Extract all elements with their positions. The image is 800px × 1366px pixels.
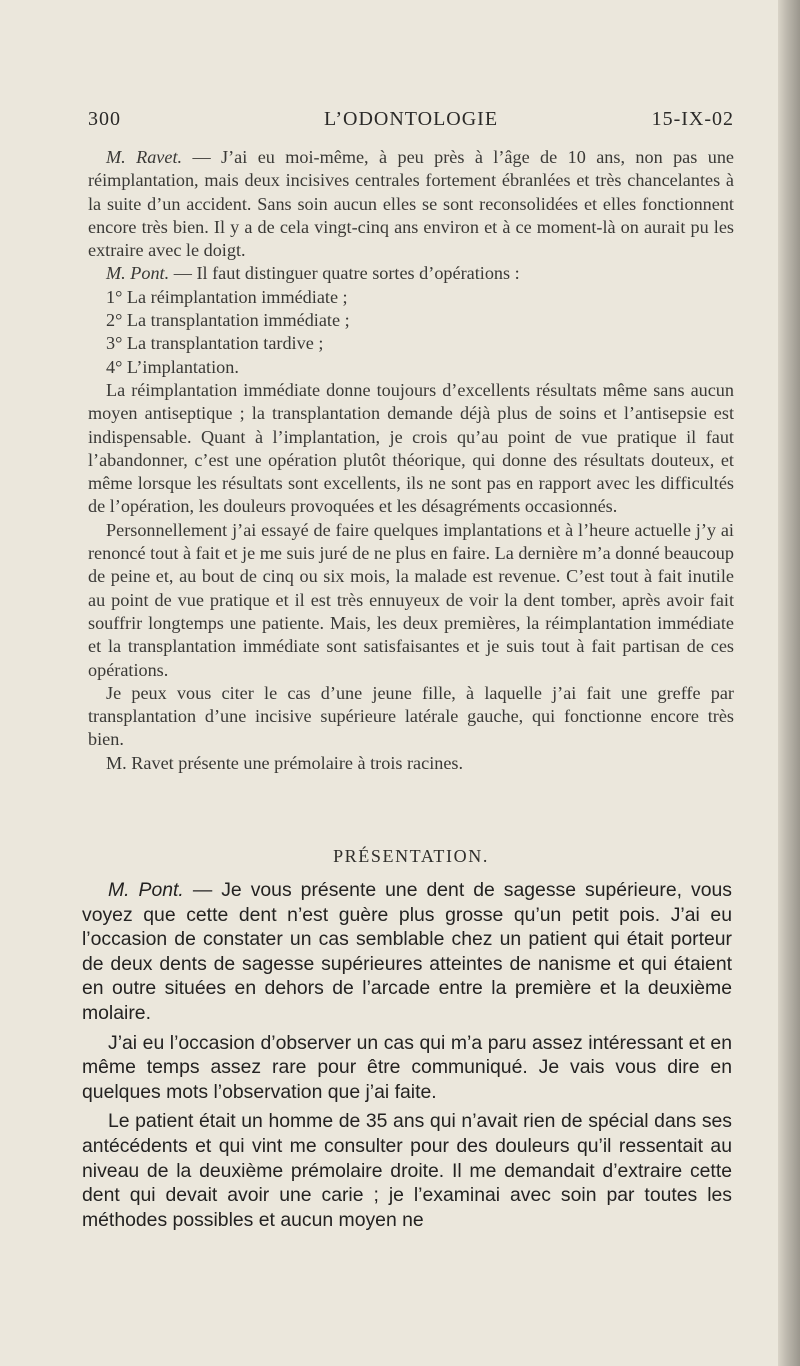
paragraph-text: La réimplantation immédiate donne toujours d’excellents résultats même sans aucun moyen antiseptique ; la transplantation demande déjà plus de soins et l’antisepsie est indispensable. Quant à l’implantation, je crois qu’au point de vue pratique il faut l’abandonner, c’est une opération plutôt théorique, qui donne des résultats douteux, et même lorsque les résultats sont excellents, ils ne sont pas en rapport avec les difficultés de l’opération, les douleurs provoquées et les désagréments occasionnés. [88, 379, 734, 517]
speaker-name: M. Pont. [108, 879, 184, 901]
paragraph [88, 379, 734, 519]
journal-title: L’ODONTOLOGIE [323, 108, 499, 130]
paragraph [82, 878, 732, 1026]
paragraph-text: — J’ai eu moi-même, à peu près à l’âge de 10 ans, non pas une réimplantation, mais deux incisives centrales fortement ébranlées et très chancelantes à la suite d’un accident. Sans soin aucun elles se sont reconsolidées et elles fonctionnent encore très bien. Il y a de cela vingt-cinq ans environ et à ce moment-là on aurait pu les extraire avec le doigt. [88, 147, 734, 261]
paragraph [88, 682, 734, 752]
paragraph [88, 146, 734, 262]
speaker-name: M. Ravet. [106, 147, 183, 167]
list-item [88, 309, 734, 332]
list-item-text: 4° L’implantation. [106, 356, 239, 377]
book-spine-shadow [778, 0, 800, 1366]
paragraph-text: Personnellement j’ai essayé de faire quelques implantations et à l’heure actuelle j’y ai renoncé tout à fait et je me suis juré de ne plus en faire. La dernière m’a donné beaucoup de peine et, au bout de cinq ou six mois, la malade est revenue. C’est tout à fait inutile au point de vue pratique et il est très ennuyeux de voir la dent tomber, après avoir fait souffrir longtemps une patiente. Mais, les deux premières, la réimplantation immédiate et la transplantation immédiate sont satisfaisantes et je suis tout à fait partisan de ces opérations. [88, 519, 734, 680]
paragraph [88, 262, 734, 285]
paragraph-text: Je peux vous citer le cas d’une jeune fille, à laquelle j’ai fait une greffe par transplantation d’une incisive supérieure latérale gauche, qui fonctionne encore très bien. [88, 682, 734, 750]
paragraph-text: J’ai eu l’occasion d’observer un cas qui m’a paru assez intéressant et en même temps assez rare pour être communiqué. Je vais vous dire en quelques mots l’observation que j’ai faite. [82, 1031, 732, 1103]
paragraph-text: M. Ravet présente une prémolaire à trois racines. [106, 752, 464, 773]
speaker-name: M. Pont. [106, 263, 170, 284]
list-item [88, 286, 734, 309]
running-header [88, 108, 734, 136]
paragraph [82, 1109, 732, 1232]
paragraph [88, 752, 734, 775]
body-upper [88, 146, 734, 775]
paragraph [82, 1031, 732, 1105]
page-number: 300 [88, 108, 121, 130]
list-item-text: 3° La transplantation tardive ; [106, 333, 324, 354]
list-item [88, 356, 734, 379]
paragraph-text: Le patient était un homme de 35 ans qui n’avait rien de spécial dans ses antécédents et qui vint me consulter pour des douleurs qu’il ressentait au niveau de la deuxième prémolaire droite. Il me demandait d’extraire cette dent qui devait avoir une carie ; je l’examinai avec soin par toutes les méthodes possibles et aucun moyen ne [82, 1110, 732, 1231]
section-title: PRÉSENTATION. [333, 846, 489, 866]
issue-date: 15-IX-02 [651, 108, 734, 130]
list-item [88, 332, 734, 355]
list-item-text: 1° La réimplantation immédiate ; [106, 286, 348, 307]
paragraph-text: — Je vous présente une dent de sagesse supérieure, vous voyez que cette dent n’est guère plus grosse qu’un petit pois. J’ai eu l’occasion de constater un cas semblable chez un patient qui était porteur de deux dents de sagesse supérieures atteintes de nanisme et qui étaient en outre situées en dehors de l’arcade entre la première et la deuxième molaire. [82, 879, 732, 1024]
paragraph [88, 519, 734, 682]
body-lower [82, 878, 732, 1237]
paragraph-text: — Il faut distinguer quatre sortes d’opérations : [169, 263, 520, 284]
list-item-text: 2° La transplantation immédiate ; [106, 310, 350, 331]
